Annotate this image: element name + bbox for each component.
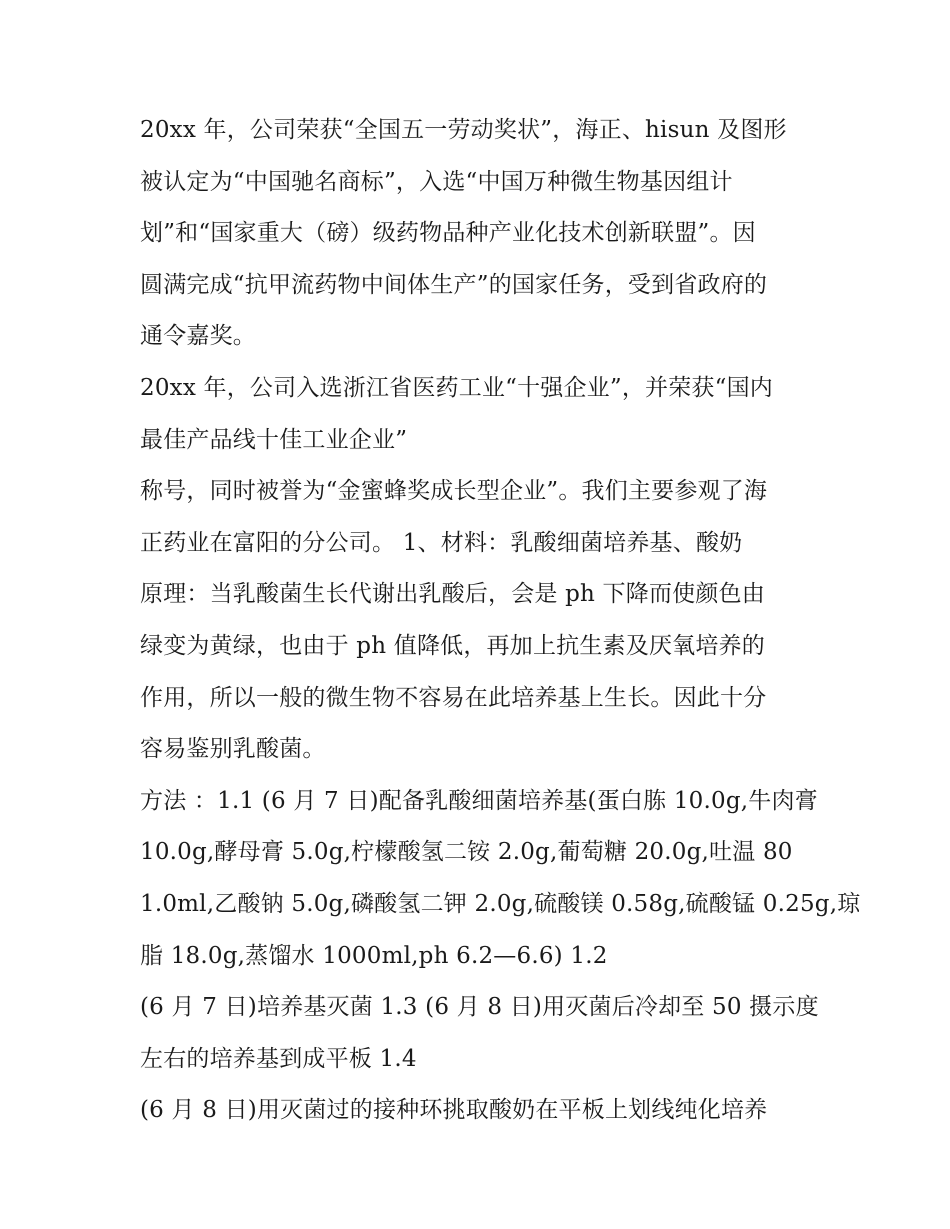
text-line: 左右的培养基到成平板 1.4 [140, 1045, 417, 1072]
text-line: 10.0g,酵母膏 5.0g,柠檬酸氢二铵 2.0g,葡萄糖 20.0g,吐温 80 [140, 839, 793, 866]
text-line: 作用，所以一般的微生物不容易在此培养基上生长。因此十分 [140, 684, 767, 711]
text-line: 划”和“国家重大（磅）级药物品种产业化技术创新联盟”。因 [140, 220, 756, 247]
text-line: (6 月 8 日)用灭菌过的接种环挑取酸奶在平板上划线纯化培养 [140, 1097, 768, 1124]
text-line: 绿变为黄绿，也由于 ph 值降低，再加上抗生素及厌氧培养的 [140, 632, 765, 659]
text-line: 原理：当乳酸菌生长代谢出乳酸后，会是 ph 下降而使颜色由 [140, 581, 765, 608]
text-line: 20xx 年，公司入选浙江省医药工业“十强企业”，并荣获“国内 [140, 374, 773, 401]
text-line: 圆满完成“抗甲流药物中间体生产”的国家任务，受到省政府的 [140, 271, 768, 298]
text-line: (6 月 7 日)培养基灭菌 1.3 (6 月 8 日)用灭菌后冷却至 50 摄示度 [140, 994, 819, 1021]
text-line: 20xx 年，公司荣获“全国五一劳动奖状”，海正、hisun 及图形 [140, 117, 787, 143]
text-line: 最佳产品线十佳工业企业” [140, 426, 408, 453]
text-line: 脂 18.0g,蒸馏水 1000ml,ph 6.2—6.6) 1.2 [140, 942, 608, 969]
text-line: 1.0ml,乙酸钠 5.0g,磷酸氢二钾 2.0g,硫酸镁 0.58g,硫酸锰 0.25g,琼 [140, 890, 861, 917]
document-body [140, 105, 861, 1137]
text-line: 方法 ：1.1 (6 月 7 日)配备乳酸细菌培养基(蛋白胨 10.0g,牛肉膏 [140, 787, 818, 814]
text-line: 被认定为“中国驰名商标”，入选“中国万种微生物基因组计 [140, 168, 733, 195]
text-line: 称号，同时被誉为“金蜜蜂奖成长型企业”。我们主要参观了海 [140, 478, 768, 505]
text-line: 通令嘉奖。 [140, 323, 256, 350]
text-line: 正药业在富阳的分公司。 1、材料：乳酸细菌培养基、酸奶 [140, 529, 743, 556]
text-line: 容易鉴别乳酸菌。 [140, 736, 326, 763]
